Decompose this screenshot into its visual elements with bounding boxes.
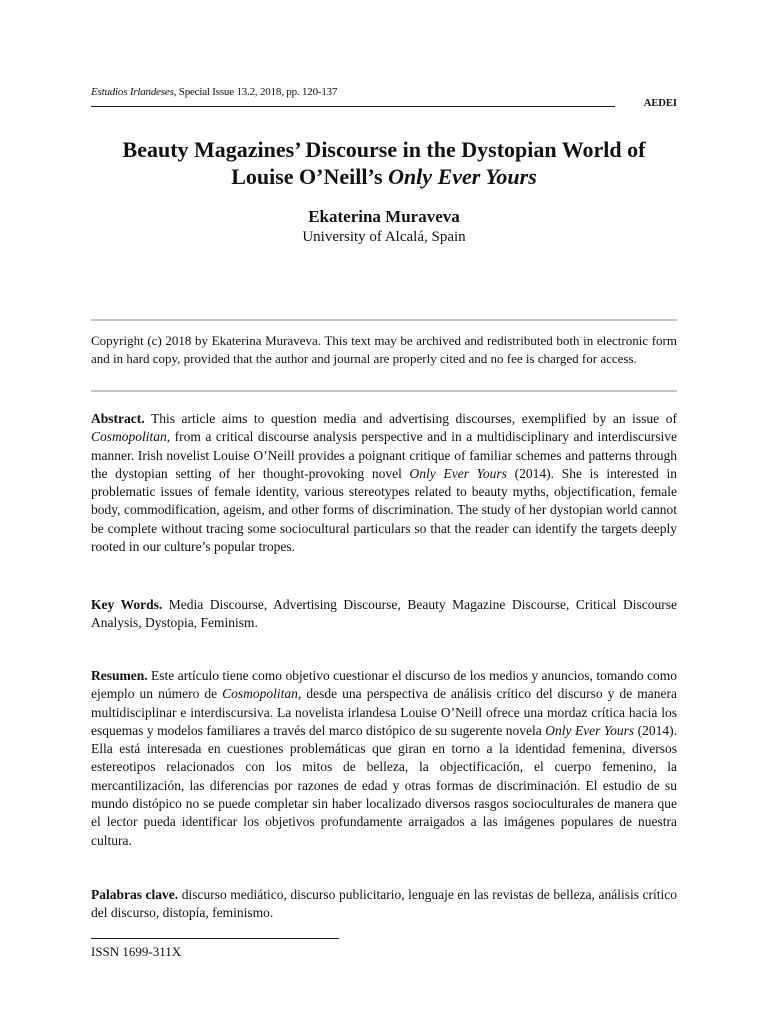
- footnote-rule: [91, 938, 339, 939]
- resumen-text-2: , desde una perspectiva de análisis crítico del discurso y de manera multidisciplinar e interdiscursiva. La novelista irlandesa Louise O’Neill ofrece una mordaz crítica hacia los esquemas y modelos familiares a través del marco distópico de su sugerente novela: [91, 686, 677, 738]
- resumen-paragraph: [91, 667, 677, 850]
- resumen-text-1: Este artículo tiene como objetivo cuestionar el discurso de los medios y anuncios, tomando como ejemplo un número de: [91, 668, 677, 702]
- copyright-notice: Copyright (c) 2018 by Ekaterina Muraveva. This text may be archived and redistributed both in electronic form and in hard copy, provided that the author and journal are properly cited and no fee is charged for access.: [91, 333, 677, 366]
- abstract-text-1: This article aims to question media and advertising discourses, exemplified by an issue of: [144, 411, 677, 426]
- title-line-2-italic: Only Ever Yours: [388, 164, 537, 189]
- abstract-text-3: (2014). She is interested in problematic issues of female identity, various stereotypes related to beauty myths, objectification, female body, commodification, ageism, and other forms of discrimination. The study of her dystopian world cannot be complete without tracing some sociocultural particulars so that the reader can identify the targets deeply rooted in our culture’s popular tropes.: [91, 465, 677, 555]
- copyright-top-rule: [91, 319, 677, 321]
- resumen-italic-1: Cosmopolitan: [222, 686, 298, 702]
- palabras-clave-text: discurso mediático, discurso publicitario, lenguaje en las revistas de belleza, análisis crítico del discurso, distopía, feminismo.: [91, 887, 677, 921]
- keywords-paragraph: [91, 596, 677, 633]
- resumen-label: Resumen.: [91, 668, 148, 683]
- resumen-text-3: (2014). Ella está interesada en cuestiones problemáticas que giran en torno a la identidad femenina, diversos estereotipos relacionados con los mitos de belleza, la objectificación, el cuerpo femenino, la mercantilización, las diferencias por razones de edad y otras formas de discriminación. El estudio de su mundo distópico no se puede completar sin haber localizado diversos rasgos socioculturales de manera que el lector pueda identificar los objetivos profundamente arraigados a las imágenes populares de nuestra cultura.: [91, 722, 677, 848]
- society-name: AEDEI: [643, 98, 677, 109]
- palabras-clave-paragraph: [91, 886, 677, 923]
- title-line-2-prefix: Louise O’Neill’s: [231, 164, 389, 189]
- abstract-italic-2: Only Ever Yours: [409, 465, 507, 481]
- keywords-text: Media Discourse, Advertising Discourse, Beauty Magazine Discourse, Critical Discourse Analysis, Dystopia, Feminism.: [91, 597, 677, 631]
- header-rule: [91, 106, 615, 107]
- abstract-italic-1: Cosmopolitan: [91, 429, 167, 445]
- abstract-label: Abstract.: [91, 411, 145, 426]
- journal-details: , Special Issue 13.2, 2018, pp. 120-137: [173, 86, 338, 98]
- resumen-italic-2: Only Ever Yours: [545, 722, 635, 738]
- title-line-2: [91, 163, 677, 190]
- journal-citation: [91, 86, 337, 98]
- abstract-paragraph: [91, 410, 677, 556]
- journal-name: Estudios Irlandeses: [91, 86, 174, 98]
- title-line-1: Beauty Magazines’ Discourse in the Dystopian World of: [122, 137, 646, 162]
- keywords-label: Key Words.: [91, 597, 163, 612]
- abstract-text-2: , from a critical discourse analysis perspective and in a multidisciplinary and interdiscursive manner. Irish novelist Louise O’Neill provides a poignant critique of familiar schemes and patterns through the dystopian setting of her thought-provoking novel: [91, 429, 677, 481]
- author-affiliation: University of Alcalá, Spain: [302, 229, 466, 245]
- copyright-bottom-rule: [91, 390, 677, 392]
- palabras-clave-label: Palabras clave.: [91, 887, 179, 902]
- issn: ISSN 1699-311X: [91, 944, 182, 959]
- author-name: Ekaterina Muraveva: [308, 207, 460, 226]
- article-title: [91, 136, 677, 190]
